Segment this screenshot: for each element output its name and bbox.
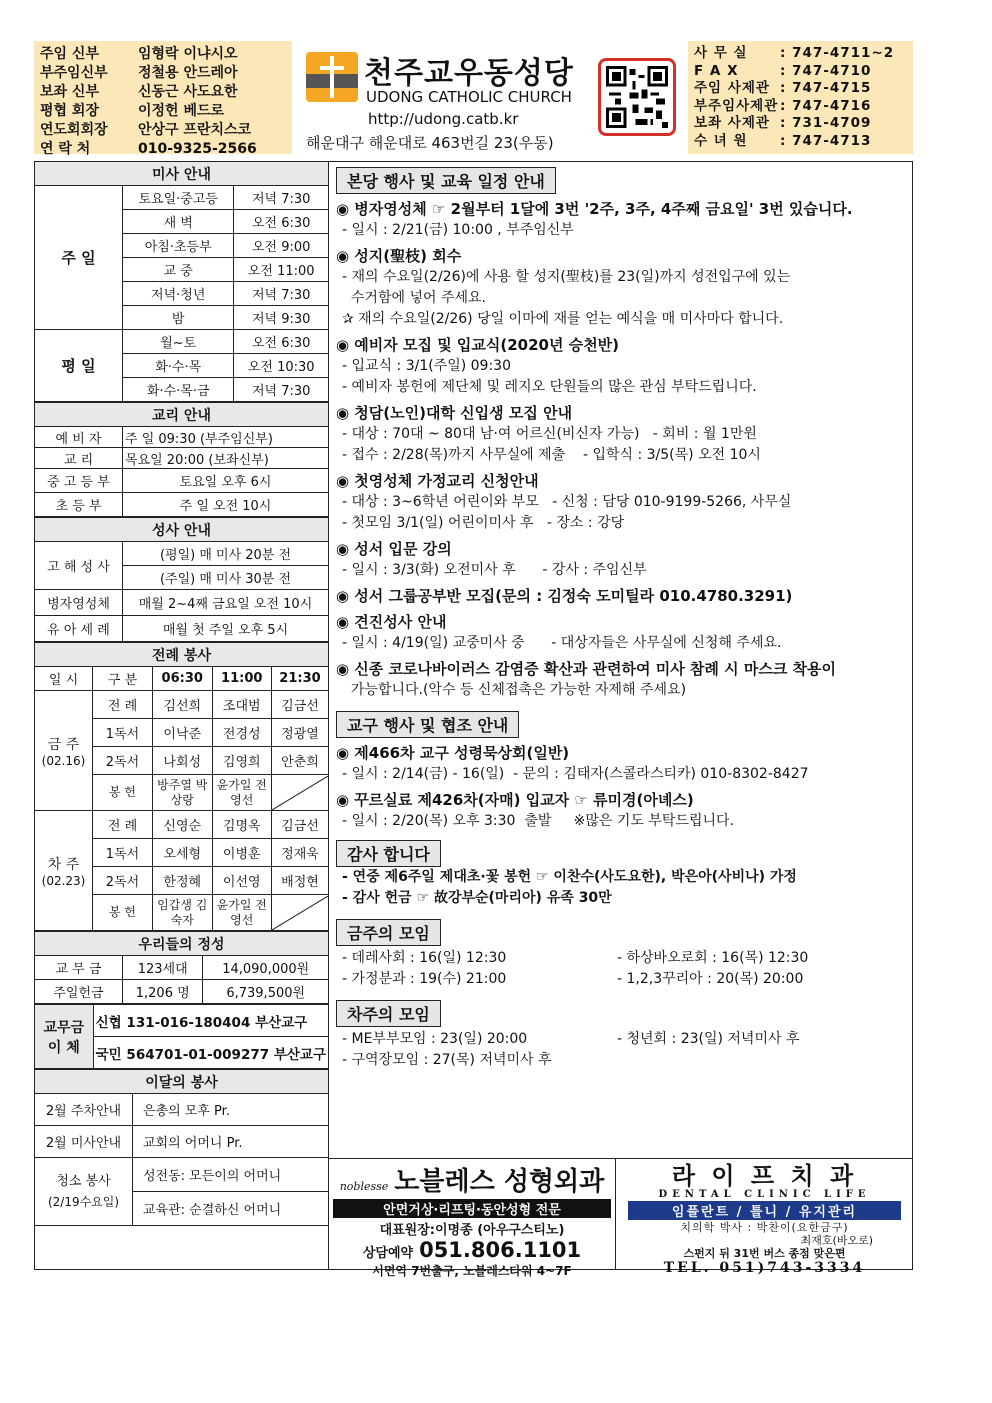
section-diocese: 교구 행사 및 협조 안내 — [336, 711, 519, 738]
catechism-title: 교리 안내 — [35, 403, 329, 427]
dental-loc: 스펀지 뒤 31번 버스 종점 맞은편 — [683, 1247, 846, 1260]
ad-addr: 서면역 7번출구, 노블레스타워 4~7F — [372, 1264, 572, 1278]
notice-title: ◉ 병자영성체 ☞ 2월부터 1달에 3번 '2주, 3주, 4주째 금요일' 3번 있습니다. — [336, 200, 853, 218]
liturgy-cell: 조대범 — [212, 691, 272, 719]
contact-value[interactable]: : 747-4715 — [780, 80, 872, 96]
ad-dental[interactable] — [616, 1158, 913, 1276]
confession-label: 고 해 성 사 — [35, 542, 123, 590]
notice-item — [336, 586, 908, 607]
liturgy-cell: 윤가일 전영선 — [212, 775, 272, 811]
clean-label: 청소 봉사 — [56, 1173, 111, 1189]
notice-line: - 일시 : 2/20(목) 오후 3:30 출발 ※많은 기도 부탁드립니다. — [342, 813, 734, 829]
service-title: 이달의 봉사 — [35, 1070, 329, 1094]
week-date: (02.16) — [41, 753, 86, 768]
notice-item — [336, 199, 908, 241]
offering-count: 1,206 명 — [123, 980, 203, 1004]
notice-item — [336, 790, 908, 832]
liturgy-cell: 이낙준 — [153, 719, 213, 747]
contact-label: 사 무 실 — [694, 45, 748, 61]
church-name-en: UDONG CATHOLIC CHURCH — [366, 88, 572, 106]
service-value: 교회의 어머니 Pr. — [133, 1126, 329, 1158]
notice-line: - 재의 수요일(2/26)에 사용 할 성지(聖枝)를 23(일)까지 성전입구에 있는 — [342, 269, 791, 285]
clean-date: (2/19수요일) — [47, 1194, 120, 1209]
transfer-label: 교무금 이 체 — [35, 1005, 94, 1069]
notice-line: - 대상 : 70대 ~ 80대 남·여 어르신(비신자 가능) - 회비 : 월 1만원 — [342, 426, 757, 442]
thanks-line: - 감사 헌금 ☞ 故강부순(마리아) 유족 30만 — [342, 890, 612, 906]
meeting: - 가정분과 : 19(수) 21:00 — [342, 971, 507, 987]
thanks-line: - 연중 제6주일 제대초·꽃 봉헌 ☞ 이찬수(사도요한), 박은아(사비나) 가정 — [342, 869, 797, 885]
mass-time: 오전 9:00 — [234, 234, 329, 258]
clean-value: 교육관: 순결하신 어머니 — [133, 1192, 329, 1226]
clergy-role: 보좌 신부 — [40, 84, 99, 100]
transfer-table — [34, 1004, 329, 1069]
liturgy-cell: 방주열 박상랑 — [153, 775, 213, 811]
church-url[interactable]: http://udong.catb.kr — [368, 110, 519, 128]
service-table — [34, 1069, 329, 1226]
sacrament-table — [34, 517, 329, 642]
liturgy-cell: 김금선 — [272, 811, 329, 839]
notice-title: ◉ 청담(노인)대학 신입생 모집 안내 — [336, 404, 573, 422]
sacrament-value: 매월 2~4째 금요일 오전 10시 — [123, 590, 329, 616]
church-address: 해운대구 해운대로 463번길 23(우동) — [306, 134, 554, 152]
cat-value: 목요일 20:00 (보좌신부) — [123, 448, 329, 469]
liturgy-cell: 김선희 — [153, 691, 213, 719]
notice-item — [336, 539, 908, 581]
notice-item — [336, 246, 908, 330]
notice-line: - 일시 : 2/14(금) - 16(일) - 문의 : 김태자(스콜라스티카) 010-8302-8427 — [342, 766, 809, 782]
liturgy-cell: 봉 헌 — [93, 895, 153, 931]
liturgy-cell: 2독서 — [93, 867, 153, 895]
liturgy-cell: 나회성 — [153, 747, 213, 775]
clergy-name: 임형락 이냐시오 — [138, 46, 238, 62]
schedule-table — [34, 161, 329, 402]
liturgy-cell: 김명옥 — [212, 811, 272, 839]
church-name: 천주교우동성당 — [364, 56, 574, 91]
liturgy-head: 구 분 — [93, 667, 153, 691]
mass-time-label: 저녁·청년 — [123, 282, 234, 306]
notice-item — [336, 612, 908, 654]
liturgy-cell: 전경성 — [212, 719, 272, 747]
mass-time: 오전 10:30 — [234, 354, 329, 378]
offering-count: 123세대 — [123, 956, 203, 980]
diocese-items — [336, 743, 908, 832]
clergy-panel — [34, 41, 292, 157]
meeting: - 1,2,3꾸리아 : 20(목) 20:00 — [617, 971, 804, 987]
sacrament-label: 유 아 세 례 — [35, 616, 123, 642]
church-logo-icon — [306, 52, 358, 102]
liturgy-cell: 정광열 — [272, 719, 329, 747]
ad-director: 대표원장:이명종 (아우구스티노) — [379, 1223, 565, 1238]
liturgy-head: 일 시 — [35, 667, 93, 691]
liturgy-cell: 안춘희 — [272, 747, 329, 775]
qr-code-icon[interactable] — [598, 58, 676, 136]
offering-title: 우리들의 정성 — [35, 932, 329, 956]
notice-title: ◉ 견진성사 안내 — [336, 613, 447, 631]
contact-row — [694, 45, 907, 63]
mass-time: 오전 6:30 — [234, 330, 329, 354]
contact-row — [694, 98, 907, 116]
notice-line: - 대상 : 3~6학년 어린이와 부모 - 신청 : 담당 010-9199-5266, 사무실 — [342, 494, 792, 510]
mass-time: 저녁 7:30 — [234, 186, 329, 210]
dental-en: DENTAL CLINIC LIFE — [658, 1189, 871, 1200]
contact-row — [694, 115, 907, 133]
liturgy-cell: 신영순 — [153, 811, 213, 839]
notice-line: - 접수 : 2/28(목)까지 사무실에 제출 - 입학식 : 3/5(목) 오전 10시 — [342, 447, 761, 463]
clergy-row — [40, 121, 286, 140]
liturgy-cell: 오세형 — [153, 839, 213, 867]
liturgy-cell: 배정현 — [272, 867, 329, 895]
mass-time: 오전 6:30 — [234, 210, 329, 234]
contact-label: 수 녀 원 — [694, 132, 748, 149]
sacrament-title: 성사 안내 — [35, 518, 329, 542]
notice-title: ◉ 꾸르실료 제426차(자매) 입교자 ☞ 류미경(아녜스) — [336, 791, 694, 809]
dental-tag: 임플란트 / 틀니 / 유지관리 — [628, 1201, 901, 1220]
notice-line: - 일시 : 3/3(화) 오전미사 후 - 강사 : 주임신부 — [342, 562, 647, 578]
liturgy-cell: 임갑생 김숙자 — [153, 895, 213, 931]
contact-value[interactable]: : 747-4716 — [780, 97, 872, 114]
liturgy-cell: 이병훈 — [212, 839, 272, 867]
clergy-role: 연도회회장 — [40, 122, 108, 138]
clergy-role: 연 락 처 — [40, 141, 91, 157]
notice-line: 수거함에 넣어 주세요. — [342, 290, 486, 306]
cat-label: 예 비 자 — [35, 427, 123, 448]
meeting: - ME부부모임 : 23(일) 20:00 — [342, 1031, 528, 1047]
sacrament-value: 매월 첫 주일 오후 5시 — [123, 616, 329, 642]
section-parish: 본당 행사 및 교육 일정 안내 — [336, 167, 556, 194]
mass-time-label: 교 중 — [123, 258, 234, 282]
parish-items — [336, 199, 908, 701]
service-label: 2월 미사안내 — [35, 1126, 133, 1158]
catechism-table — [34, 402, 329, 517]
account: 국민 564701-01-009277 부산교구 — [93, 1037, 328, 1069]
cat-value: 주 일 오전 10시 — [123, 493, 329, 517]
notice-item — [336, 743, 908, 785]
weekday-label: 평 일 — [35, 330, 123, 402]
cat-label: 중 고 등 부 — [35, 469, 123, 493]
notice-item — [336, 659, 908, 701]
meeting: - 청년회 : 23(일) 저녁미사 후 — [617, 1031, 800, 1047]
liturgy-cell: 정재욱 — [272, 839, 329, 867]
contact-value[interactable]: : 747-4713 — [780, 132, 872, 149]
sunday-label: 주 일 — [35, 186, 123, 330]
liturgy-table — [34, 642, 329, 931]
contact-row — [694, 63, 907, 81]
mass-time-label: 화·수·목·금 — [123, 378, 234, 402]
liturgy-cell: 한정혜 — [153, 867, 213, 895]
liturgy-head: 06:30 — [153, 667, 213, 691]
liturgy-cell: 윤가일 전영선 — [212, 895, 272, 931]
notice-line: 가능합니다.(악수 등 신체접촉은 가능한 자제해 주세요) — [342, 682, 687, 698]
liturgy-cell: 1독서 — [93, 839, 153, 867]
liturgy-cell: 이선영 — [212, 867, 272, 895]
contact-label: 주임 사제관 — [694, 80, 770, 96]
notice-title: ◉ 성지(聖枝) 회수 — [336, 247, 462, 265]
offering-amount: 14,090,000원 — [203, 956, 329, 980]
offering-label: 교 무 금 — [35, 956, 123, 980]
clergy-name: 정철용 안드레아 — [138, 65, 238, 81]
liturgy-cell: 김영희 — [212, 747, 272, 775]
mass-time: 오전 11:00 — [234, 258, 329, 282]
dental-doctor: 치의학 박사 : 박찬이(요한금구) — [680, 1221, 849, 1234]
dental-doctor2: 최재호(바오로) — [800, 1234, 873, 1247]
section-this-week: 금주의 모임 — [336, 919, 441, 946]
section-next-week: 차주의 모임 — [336, 1000, 441, 1027]
right-column — [336, 167, 908, 1071]
contact-label: F A X — [694, 62, 739, 79]
notice-line: - 일시 : 4/19(일) 교중미사 중 - 대상자들은 사무실에 신청해 주세요. — [342, 635, 782, 651]
service-label: 2월 주차안내 — [35, 1094, 133, 1126]
notice-title: ◉ 성서 그룹공부반 모집(문의 : 김정숙 도미틸라 010.4780.3291) — [336, 587, 793, 605]
notice-line: - 예비자 봉헌에 제단체 및 레지오 단원들의 많은 관심 부탁드립니다. — [342, 379, 757, 395]
meeting: - 구역장모임 : 27(목) 저녁미사 후 — [342, 1052, 552, 1068]
mass-time-label: 새 벽 — [123, 210, 234, 234]
ad-noblesse[interactable] — [329, 1158, 616, 1278]
notice-item — [336, 335, 908, 398]
week-label — [35, 691, 93, 811]
liturgy-head: 11:00 — [212, 667, 272, 691]
contact-row — [694, 80, 907, 98]
service-value: 은총의 모후 Pr. — [133, 1094, 329, 1126]
notice-title: ◉ 성서 입문 강의 — [336, 540, 452, 558]
clergy-row — [40, 140, 286, 159]
week-date: (02.23) — [41, 873, 86, 888]
empty-cell — [272, 895, 329, 931]
empty-cell — [272, 775, 329, 811]
liturgy-cell: 봉 헌 — [93, 775, 153, 811]
notice-line: - 첫모임 3/1(일) 어린이미사 후 - 장소 : 강당 — [342, 515, 625, 531]
week-label — [35, 811, 93, 931]
dental-name: 라 이 프 치 과 — [671, 1161, 858, 1190]
mass-time-label: 아침·초등부 — [123, 234, 234, 258]
week-name: 금 주 — [47, 736, 80, 753]
clergy-role: 평협 회장 — [40, 103, 99, 119]
thanks-lines — [336, 867, 908, 909]
clergy-name: 신동근 사도요한 — [138, 84, 238, 100]
account: 신협 131-016-180404 부산교구 — [93, 1005, 328, 1037]
mass-time-label: 밤 — [123, 306, 234, 330]
section-thanks: 감사 합니다 — [336, 840, 441, 867]
notice-line: - 입교식 : 3/1(주일) 09:30 — [342, 358, 511, 374]
liturgy-cell: 김금선 — [272, 691, 329, 719]
liturgy-cell: 2독서 — [93, 747, 153, 775]
clergy-name: 010-9325-2566 — [138, 141, 257, 157]
meeting: - 데레사회 : 16(일) 12:30 — [342, 950, 507, 966]
clergy-role: 주임 신부 — [40, 46, 99, 62]
mass-time-label: 화·수·목 — [123, 354, 234, 378]
liturgy-head: 21:30 — [272, 667, 329, 691]
liturgy-cell: 전 례 — [93, 811, 153, 839]
notice-title: ◉ 제466차 교구 성령묵상회(일반) — [336, 744, 570, 762]
ad-tag: 안면거상·리프팅·동안성형 전문 — [333, 1199, 611, 1218]
clean-value: 성전동: 모든이의 어머니 — [133, 1158, 329, 1192]
notice-title: ◉ 신종 코로나바이러스 감염증 확산과 관련하여 미사 참례 시 마스크 착용이 — [336, 660, 837, 678]
clergy-row — [40, 45, 286, 64]
offering-label: 주일헌금 — [35, 980, 123, 1004]
liturgy-cell: 전 례 — [93, 691, 153, 719]
clergy-name: 이정헌 베드로 — [138, 103, 225, 119]
contact-value[interactable]: : 747-4710 — [780, 62, 872, 79]
liturgy-cell: 1독서 — [93, 719, 153, 747]
contact-value[interactable]: : 731-4709 — [780, 115, 872, 131]
left-column — [34, 161, 329, 1270]
clergy-name: 안상구 프란치스코 — [138, 122, 252, 138]
week-name: 차 주 — [47, 856, 80, 873]
offering-amount: 6,739,500원 — [203, 980, 329, 1004]
mass-time-label: 토요일·중고등 — [123, 186, 234, 210]
contact-label: 보좌 사제관 — [694, 115, 770, 131]
cat-value: 토요일 오후 6시 — [123, 469, 329, 493]
contact-label: 부주임사제관 — [694, 97, 779, 114]
ad-phone[interactable]: 051.806.1101 — [419, 1238, 582, 1262]
cat-value: 주 일 09:30 (부주임신부) — [123, 427, 329, 448]
contact-panel — [688, 41, 913, 154]
contact-row — [694, 133, 907, 151]
liturgy-title: 전례 봉사 — [35, 643, 329, 667]
clergy-row — [40, 64, 286, 83]
dental-tel[interactable]: TEL. 051)743-3334 — [663, 1260, 866, 1276]
ad-brand: noblesse — [339, 1180, 389, 1193]
notice-line: - 일시 : 2/21(금) 10:00 , 부주임신부 — [342, 222, 574, 238]
mass-time: 저녁 7:30 — [234, 378, 329, 402]
clergy-row — [40, 102, 286, 121]
notice-line: ✰ 재의 수요일(2/26) 당일 이마에 재를 얻는 예식을 매 미사마다 합니다. — [342, 311, 784, 327]
mass-time: 저녁 9:30 — [234, 306, 329, 330]
offering-table — [34, 931, 329, 1004]
confession-time: (평일) 매 미사 20분 전 — [123, 542, 329, 566]
notice-title: ◉ 예비자 모집 및 입교식(2020년 승천반) — [336, 336, 620, 354]
sacrament-label: 병자영성체 — [35, 590, 123, 616]
ad-phone-label: 상담예약 — [362, 1246, 414, 1261]
notice-item — [336, 403, 908, 466]
clergy-row — [40, 83, 286, 102]
cat-label: 교 리 — [35, 448, 123, 469]
mass-time: 저녁 7:30 — [234, 282, 329, 306]
notice-title: ◉ 첫영성체 가정교리 신청안내 — [336, 472, 539, 490]
clergy-role: 부주임신부 — [40, 65, 108, 81]
ad-name: 노블레스 성형외과 — [394, 1167, 605, 1197]
contact-value[interactable]: : 747-4711~2 — [780, 45, 895, 61]
cat-label: 초 등 부 — [35, 493, 123, 517]
confession-time: (주일) 매 미사 30분 전 — [123, 566, 329, 590]
mass-title: 미사 안내 — [35, 162, 329, 186]
meeting: - 하상바오로회 : 16(목) 12:30 — [617, 950, 809, 966]
notice-item — [336, 471, 908, 534]
mass-time-label: 월~토 — [123, 330, 234, 354]
